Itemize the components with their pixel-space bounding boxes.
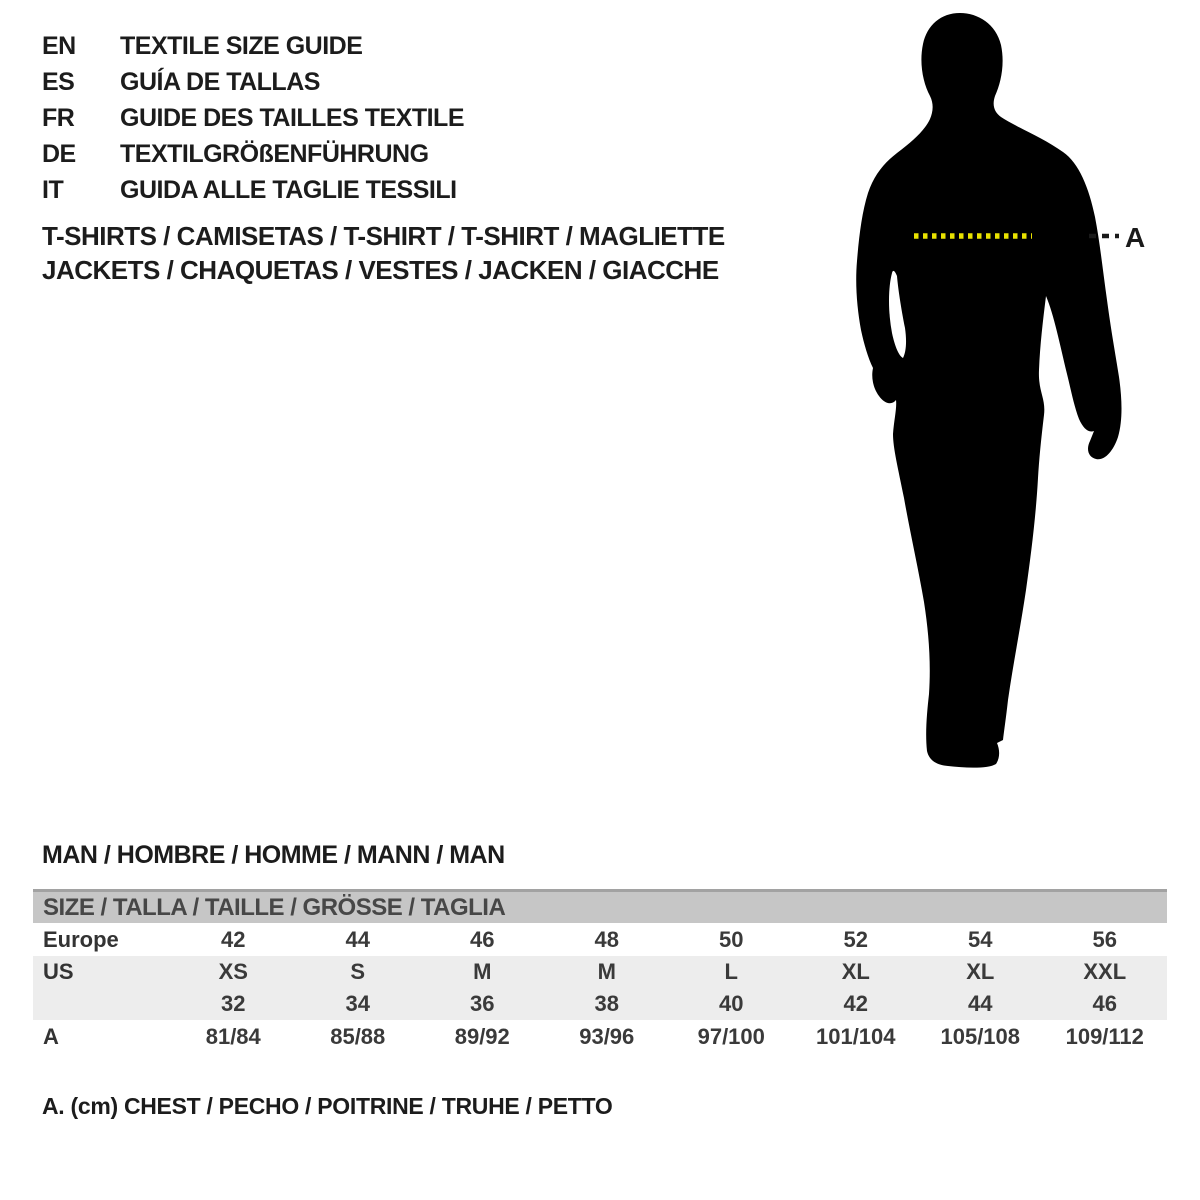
- size-cell: 105/108: [940, 1023, 1021, 1049]
- size-cell: 46: [470, 926, 495, 952]
- language-code: EN: [42, 32, 76, 60]
- language-guide-list: [42, 28, 464, 208]
- size-cell: 54: [968, 926, 993, 952]
- size-cell: M: [597, 959, 616, 984]
- measure-label-a: A: [1125, 222, 1146, 253]
- size-cell: 38: [594, 991, 619, 1016]
- category-line-jackets: JACKETS / CHAQUETAS / VESTES / JACKEN / GIACCHE: [42, 255, 719, 285]
- size-cell: 56: [1092, 926, 1117, 952]
- size-cell: 46: [1092, 991, 1117, 1016]
- language-code: FR: [42, 104, 75, 132]
- man-silhouette-figure: [840, 0, 1160, 800]
- table-row-europe: [33, 923, 1167, 956]
- row-label: Europe: [43, 926, 119, 952]
- size-cell: XXL: [1083, 959, 1127, 984]
- garment-categories: [42, 219, 725, 287]
- size-cell: 42: [843, 991, 868, 1016]
- language-code: DE: [42, 140, 76, 168]
- size-cell: 81/84: [205, 1023, 261, 1049]
- guide-title: GUIDA ALLE TAGLIE TESSILI: [120, 176, 457, 204]
- row-label: US: [43, 959, 74, 984]
- size-cell: M: [473, 959, 492, 984]
- size-cell: 52: [843, 926, 868, 952]
- size-table: [33, 889, 1167, 1053]
- guide-title: GUIDE DES TAILLES TEXTILE: [120, 104, 465, 132]
- size-cell: 44: [345, 926, 370, 952]
- table-row-chest-a: [33, 1020, 1167, 1053]
- size-cell: 34: [345, 991, 370, 1016]
- size-cell: 36: [470, 991, 495, 1016]
- size-cell: S: [350, 959, 366, 984]
- size-cell: 89/92: [454, 1023, 510, 1049]
- size-cell: 109/112: [1065, 1023, 1144, 1049]
- man-silhouette: [856, 13, 1121, 768]
- category-line-tshirts: T-SHIRTS / CAMISETAS / T-SHIRT / T-SHIRT / MAGLIETTE: [42, 221, 725, 251]
- measurement-footnote: A. (cm) CHEST / PECHO / POITRINE / TRUHE / PETTO: [42, 1093, 613, 1119]
- size-cell: 85/88: [330, 1023, 386, 1049]
- section-title-man: MAN / HOMBRE / HOMME / MANN / MAN: [42, 841, 505, 869]
- size-cell: 40: [719, 991, 744, 1016]
- size-cell: XL: [841, 959, 870, 984]
- size-cell: XS: [218, 959, 248, 984]
- size-table-header: SIZE / TALLA / TAILLE / GRÖSSE / TAGLIA: [33, 889, 1167, 923]
- size-cell: 42: [221, 926, 246, 952]
- row-label: A: [43, 1023, 59, 1049]
- language-code: ES: [42, 68, 75, 96]
- guide-title: TEXTILGRÖßENFÜHRUNG: [120, 140, 429, 168]
- size-cell: 93/96: [579, 1023, 635, 1049]
- guide-title: GUÍA DE TALLAS: [120, 68, 320, 96]
- size-cell: L: [724, 959, 738, 984]
- figure-area: [840, 0, 1160, 800]
- size-cell: 97/100: [697, 1023, 765, 1049]
- guide-title: TEXTILE SIZE GUIDE: [120, 32, 363, 60]
- size-cell: 48: [594, 926, 619, 952]
- language-code: IT: [42, 176, 64, 204]
- size-cell: 101/104: [815, 1023, 896, 1049]
- size-cell: 44: [968, 991, 993, 1016]
- table-row-numeric: [33, 988, 1167, 1020]
- size-cell: 32: [221, 991, 246, 1016]
- size-cell: 50: [719, 926, 744, 952]
- size-cell: XL: [966, 959, 995, 984]
- table-row-us: [33, 956, 1167, 988]
